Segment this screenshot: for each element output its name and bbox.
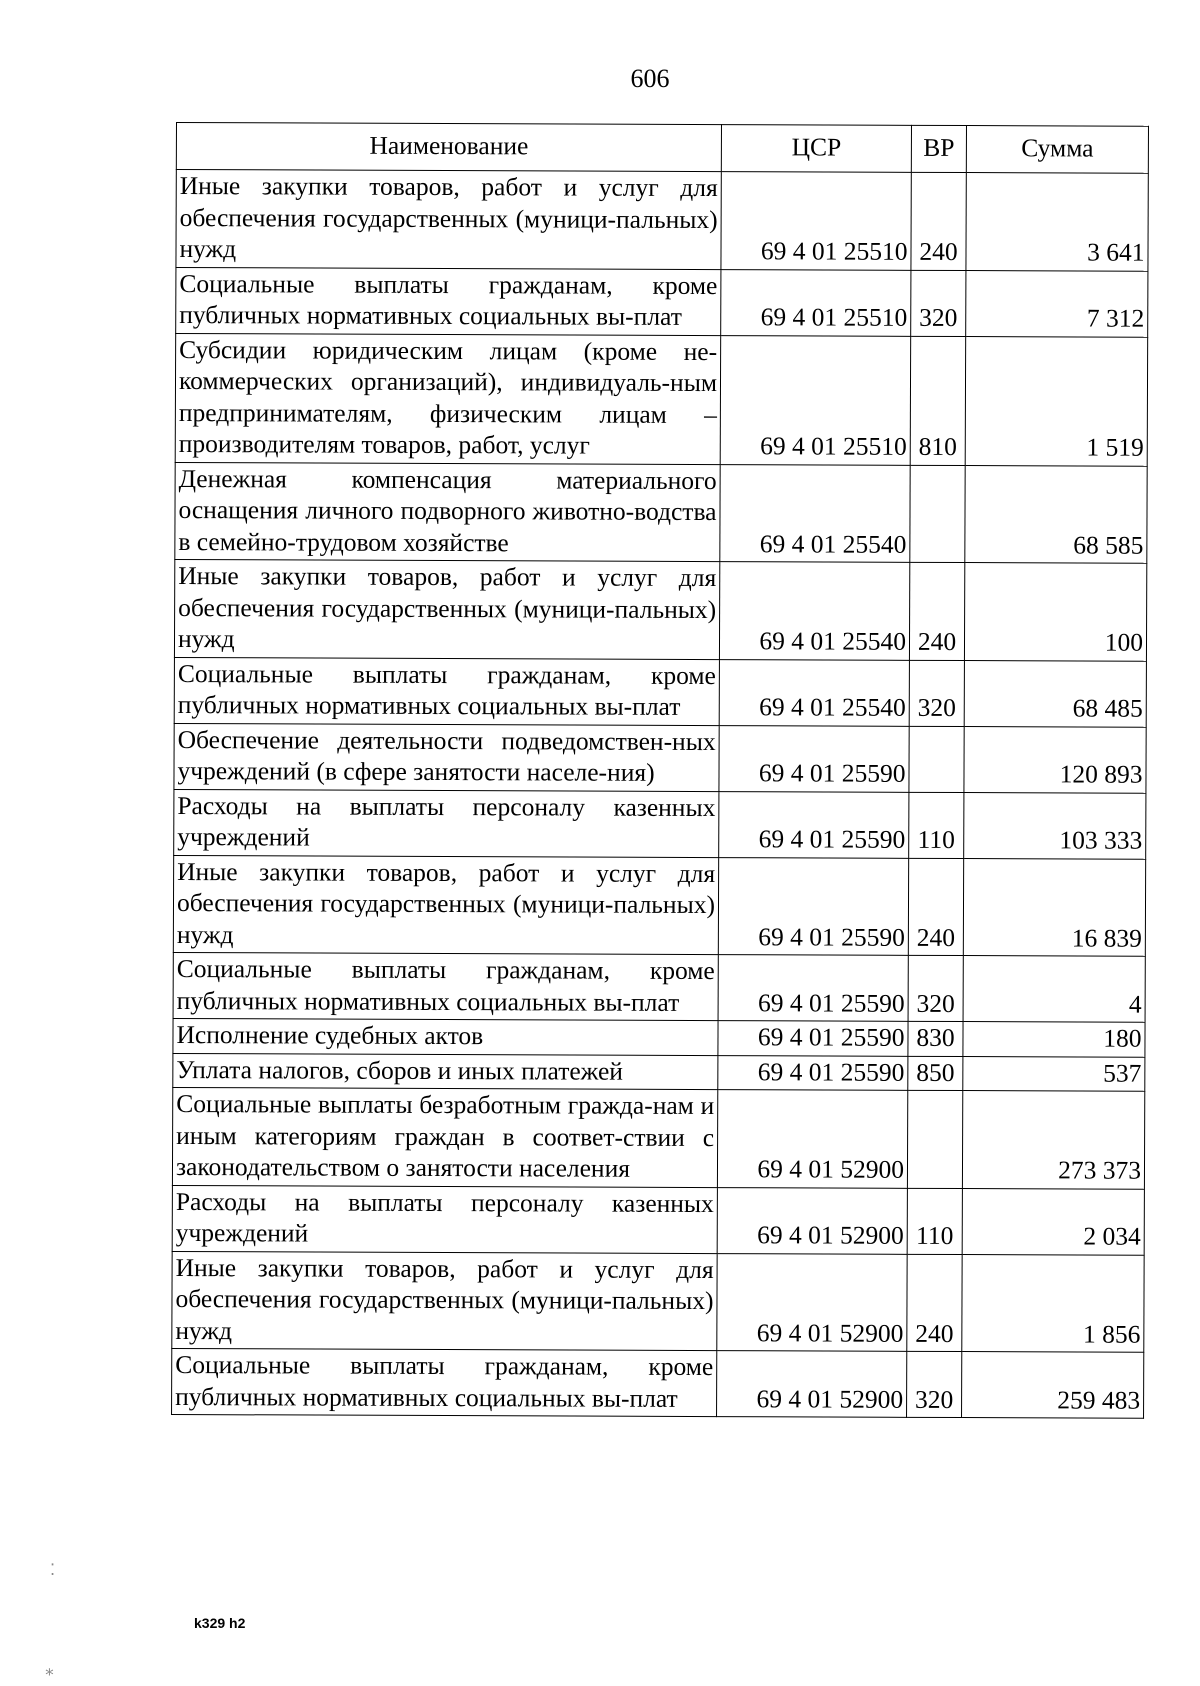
row-vr: 240 <box>909 562 964 660</box>
row-csr: 69 4 01 25510 <box>720 335 910 465</box>
row-name: Субсидии юридическим лицам (кроме не-коммерческих организаций), индивидуаль-ным предпринимателям, физическим лицам – производителям товаров, работ, услуг <box>175 333 720 464</box>
row-vr: 110 <box>907 1188 962 1254</box>
scan-artifact: ∗ <box>44 1664 55 1681</box>
table-row <box>175 333 1147 466</box>
row-vr <box>907 1090 962 1188</box>
header-sum: Сумма <box>966 126 1148 174</box>
row-name: Социальные выплаты гражданам, кроме публичных нормативных социальных вы-плат <box>173 952 718 1020</box>
row-name: Расходы на выплаты персоналу казенных учреждений <box>174 789 719 857</box>
row-vr <box>909 726 964 792</box>
row-sum: 1 519 <box>965 336 1147 466</box>
row-sum: 3 641 <box>966 173 1148 271</box>
row-sum: 2 034 <box>962 1188 1144 1255</box>
table-row <box>172 1251 1144 1352</box>
row-name: Иные закупки товаров, работ и услуг для обеспечения государственных (муници-пальных) нужд <box>173 855 718 955</box>
table-row <box>172 1348 1144 1418</box>
table-row <box>176 170 1148 271</box>
row-csr: 69 4 01 52900 <box>717 1090 907 1188</box>
row-name: Уплата налогов, сборов и иных платежей <box>173 1053 718 1090</box>
table-row <box>174 657 1146 727</box>
row-vr: 320 <box>909 660 964 726</box>
row-csr: 69 4 01 25540 <box>719 659 909 726</box>
row-name: Обеспечение деятельности подведомствен-ных учреждений (в сфере занятости населе-ния) <box>174 723 719 791</box>
page-number: 606 <box>630 64 670 93</box>
row-sum: 1 856 <box>962 1254 1144 1352</box>
row-csr: 69 4 01 25590 <box>718 1021 908 1056</box>
row-csr: 69 4 01 25540 <box>720 464 910 562</box>
table-row <box>172 1087 1144 1188</box>
row-vr: 240 <box>908 858 963 956</box>
header-vr: ВР <box>911 125 966 172</box>
row-name: Социальные выплаты гражданам, кроме публичных нормативных социальных вы-плат <box>172 1348 717 1416</box>
row-name: Денежная компенсация материального оснащения личного подворного животно-водства в семейно-трудовом хозяйстве <box>175 462 720 562</box>
table-row <box>176 267 1148 337</box>
table-row <box>175 462 1147 563</box>
row-vr: 850 <box>908 1056 963 1091</box>
row-csr: 69 4 01 25540 <box>719 562 909 660</box>
row-csr: 69 4 01 25590 <box>718 857 908 955</box>
row-sum: 273 373 <box>962 1091 1144 1189</box>
row-vr: 320 <box>908 955 963 1021</box>
table-row <box>173 952 1145 1022</box>
row-csr: 69 4 01 25510 <box>721 269 911 336</box>
row-vr: 830 <box>908 1021 963 1056</box>
scan-artifact: ⁚ <box>50 1562 56 1579</box>
row-vr <box>910 465 965 563</box>
row-sum: 537 <box>963 1056 1145 1091</box>
row-csr: 69 4 01 25590 <box>719 725 909 792</box>
row-vr: 110 <box>909 792 964 858</box>
row-name: Иные закупки товаров, работ и услуг для обеспечения государственных (муници-пальных) нужд <box>176 170 721 270</box>
row-name: Социальные выплаты гражданам, кроме публичных нормативных социальных вы-плат <box>174 657 719 725</box>
table-row <box>174 789 1146 859</box>
row-sum: 16 839 <box>963 858 1145 956</box>
row-name: Расходы на выплаты персоналу казенных учреждений <box>172 1185 717 1253</box>
row-vr: 320 <box>911 270 966 336</box>
row-sum: 103 333 <box>964 792 1146 859</box>
row-csr: 69 4 01 52900 <box>717 1187 907 1254</box>
row-name: Социальные выплаты безработным гражда-нам и иным категориям граждан в соответ-ствии с законодательством о занятости населения <box>172 1087 717 1187</box>
table-row <box>172 1185 1144 1255</box>
row-csr: 69 4 01 25590 <box>718 1055 908 1090</box>
row-vr: 810 <box>910 336 965 465</box>
budget-table <box>171 122 1149 1419</box>
row-vr: 320 <box>907 1351 962 1417</box>
footer-code: k329 h2 <box>194 1615 246 1631</box>
row-csr: 69 4 01 25590 <box>719 791 909 858</box>
table-row <box>174 559 1146 660</box>
row-name: Исполнение судебных актов <box>173 1018 718 1055</box>
table-row <box>174 723 1146 793</box>
row-sum: 68 585 <box>965 465 1147 563</box>
table-row <box>173 1053 1145 1091</box>
row-sum: 7 312 <box>966 270 1148 337</box>
row-csr: 69 4 01 52900 <box>717 1253 907 1351</box>
row-sum: 68 485 <box>964 660 1146 727</box>
row-csr: 69 4 01 25510 <box>721 172 911 270</box>
row-vr: 240 <box>907 1254 962 1352</box>
row-sum: 100 <box>964 563 1146 661</box>
row-csr: 69 4 01 52900 <box>717 1351 907 1418</box>
row-name: Социальные выплаты гражданам, кроме публичных нормативных социальных вы-плат <box>176 267 721 335</box>
header-csr: ЦСР <box>721 125 911 173</box>
row-name: Иные закупки товаров, работ и услуг для обеспечения государственных (муници-пальных) нужд <box>172 1251 717 1351</box>
row-sum: 259 483 <box>962 1352 1144 1419</box>
row-sum: 4 <box>963 956 1145 1023</box>
table-header-row <box>176 123 1148 174</box>
row-sum: 120 893 <box>964 726 1146 793</box>
row-csr: 69 4 01 25590 <box>718 955 908 1022</box>
table-row <box>173 855 1145 956</box>
table-row <box>173 1018 1145 1056</box>
row-sum: 180 <box>963 1022 1145 1057</box>
row-vr: 240 <box>911 172 966 270</box>
header-name: Наименование <box>176 123 721 172</box>
row-name: Иные закупки товаров, работ и услуг для обеспечения государственных (муници-пальных) нужд <box>174 559 719 659</box>
